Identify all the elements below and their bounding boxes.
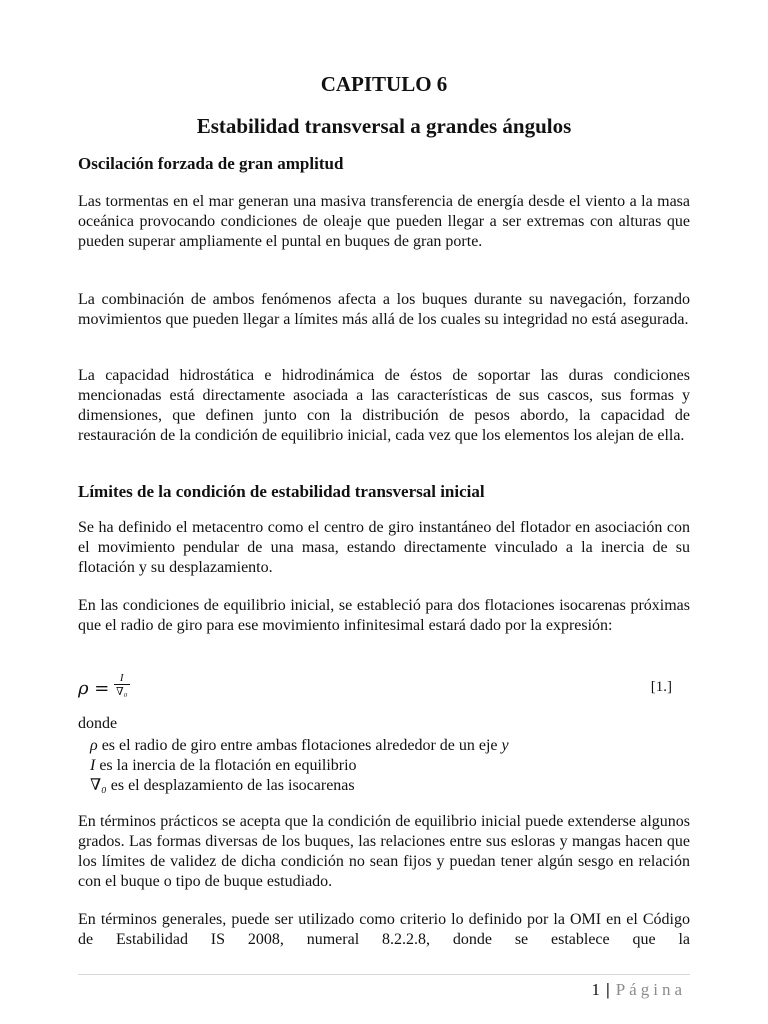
definition-text: es el radio de giro entre ambas flotaciones alrededor de un eje [97, 737, 502, 754]
definition-symbol: ρ [90, 737, 98, 754]
equation [78, 672, 690, 706]
footer-separator: | [605, 980, 610, 999]
where-label: donde [78, 715, 118, 732]
equation-lhs: ρ = [78, 678, 110, 699]
chapter-heading: CAPITULO 6 [320, 72, 448, 96]
paragraph: La combinación de ambos fenómenos afecta a los buques durante su navegación, forzando movimientos que pueden llegar a límites más allá de los cuales su integridad no está asegurada. [78, 291, 690, 328]
paragraph: Las tormentas en el mar generan una masiva transferencia de energía desde el viento a la masa oceánica provocando condiciones de oleaje que pueden llegar a ser extremas con alturas que pueden superar ampliamente el puntal en buques de gran porte. [78, 193, 690, 250]
definition-text: es la inercia de la flotación en equilibrio [95, 757, 357, 774]
definition-tail: y [501, 737, 509, 754]
paragraph-continued: En términos generales, puede ser utilizado como criterio lo definido por la OMI en el Código de Estabilidad IS 2008, numeral 8.2.2.8, donde se establece que la [78, 911, 690, 948]
equation-denominator: ∇₀ [116, 686, 128, 698]
definition-item [90, 736, 509, 756]
section-heading-oscilacion: Oscilación forzada de gran amplitud [78, 154, 344, 173]
equation-number: [1.] [650, 679, 672, 695]
page-footer [591, 980, 686, 1000]
page-word: Página [615, 980, 686, 999]
definition-symbol: ∇₀ [90, 777, 107, 794]
equation-numerator: I [114, 672, 130, 685]
paragraph: En las condiciones de equilibrio inicial, se estableció para dos flotaciones isocarenas próximas que el radio de giro para ese movimiento infinitesimal estará dado por la expresión: [78, 597, 690, 634]
definition-symbol: I [90, 757, 96, 774]
paragraph: Se ha definido el metacentro como el centro de giro instantáneo del flotador en asociación con el movimiento pendular de una masa, estando directamente vinculado a la inercia de su flotación y su desplazamiento. [78, 519, 690, 576]
section-heading-limites: Límites de la condición de estabilidad transversal inicial [78, 482, 485, 501]
paragraph: En términos prácticos se acepta que la condición de equilibrio inicial puede extenderse algunos grados. Las formas diversas de los buques, las relaciones entre sus esloras y mangas hacen que los límites de validez de dicha condición no sean fijos y puedan tener algún sesgo en relación con el buque o tipo de buque estudiado. [78, 813, 690, 890]
definition-item [90, 756, 357, 776]
definition-text: es el desplazamiento de las isocarenas [106, 777, 355, 794]
page-number: 1 [591, 980, 600, 999]
chapter-title: Estabilidad transversal a grandes ángulos [196, 114, 572, 138]
paragraph: La capacidad hidrostática e hidrodinámica de éstos de soportar las duras condiciones mencionadas está directamente asociada a las características de sus cascos, sus formas y dimensiones, que definen junto con la distribución de pesos abordo, la capacidad de restauración de la condición de equilibrio inicial, cada vez que los elementos los alejan de ella. [78, 367, 690, 444]
equation-fraction [114, 672, 130, 698]
footer-divider [78, 974, 690, 975]
definition-item [90, 776, 355, 796]
